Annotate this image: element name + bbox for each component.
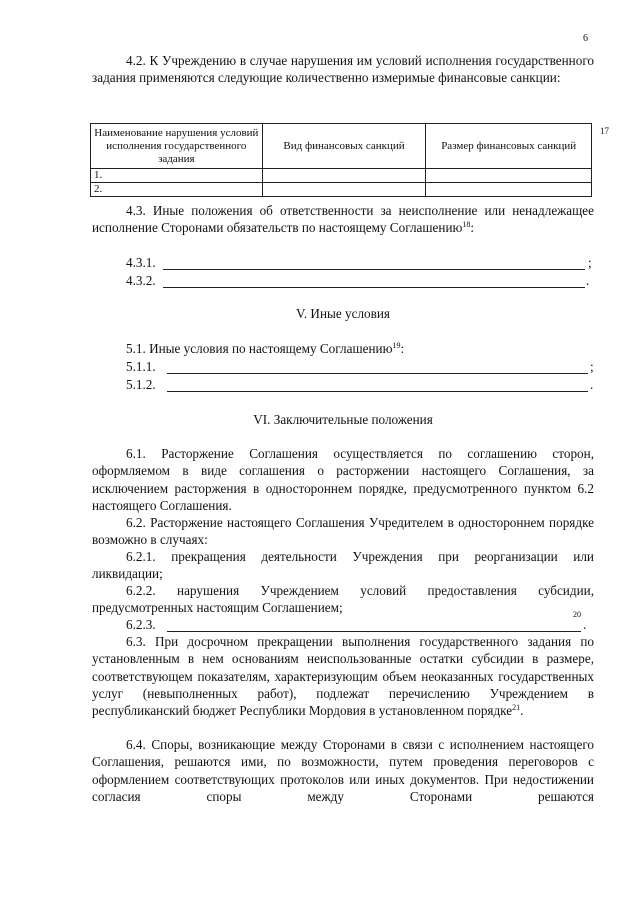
section-5-title: V. Иные условия	[296, 306, 390, 321]
paragraph-6-2-1: 6.2.1. прекращения деятельности Учреждения при реорганизации или ликвидации;	[92, 549, 594, 582]
blank-line	[163, 287, 585, 288]
table-cell	[426, 169, 592, 183]
blank-line	[163, 269, 585, 270]
footnote-marker: 20	[573, 610, 581, 619]
section-6-title: VI. Заключительные положения	[253, 412, 433, 427]
table-row	[91, 183, 592, 197]
paragraph-tail: :	[400, 341, 405, 356]
table-cell	[426, 183, 592, 197]
footnote-marker: 17	[600, 126, 609, 136]
table-header-row	[91, 124, 592, 169]
paragraph-6-2: 6.2. Расторжение настоящего Соглашения Учредителем в одностороннем порядке возможно в случаях:	[92, 515, 594, 548]
table-header-cell: Размер финансовых санкций	[426, 124, 592, 169]
table-header-cell: Наименование нарушения условий исполнения государственного задания	[91, 124, 263, 169]
paragraph-6-2-2: 6.2.2. нарушения Учреждением условий предоставления субсидии, предусмотренных настоящим Соглашением;	[92, 583, 594, 616]
item-end-mark: ;	[588, 255, 592, 270]
paragraph-text: 5.1. Иные условия по настоящему Соглашению	[126, 341, 393, 356]
page-number: 6	[583, 33, 588, 44]
paragraph-text: 6.3. При досрочном прекращении выполнения государственного задания по установленным в нем основаниям неиспользованные остатки субсидии в размере, соответствующем показателям, характеризующим объем неоказанных государственных услуг (невыполненных работ), подлежат перечислению Учреждением в республиканский бюджет Республики Мордовия в установленном порядке	[92, 634, 594, 719]
table-row	[91, 169, 592, 183]
paragraph-text: 4.3. Иные положения об ответственности за неисполнение или ненадлежащее исполнение Сторонами обязательств по настоящему Соглашению	[92, 203, 594, 236]
paragraph-4-2: 4.2. К Учреждению в случае нарушения им условий исполнения государственного задания применяются следующие количественно измеримые финансовые санкции:	[92, 53, 594, 86]
table-row-number: 2.	[91, 183, 263, 197]
table-row-number: 1.	[91, 169, 263, 183]
blank-line	[167, 391, 588, 392]
item-end-mark: .	[590, 377, 594, 392]
paragraph-6-1: 6.1. Расторжение Соглашения осуществляется по соглашению сторон, оформляемом в виде соглашения о расторжении настоящего Соглашения, за исключением расторжения в одностороннем порядке, предусмотренного пунктом 6.2 настоящего Соглашения.	[92, 446, 594, 513]
paragraph-5-1	[126, 340, 596, 357]
table-header-cell: Вид финансовых санкций	[262, 124, 426, 169]
paragraph-tail: :	[470, 220, 475, 236]
footnote-marker: 21	[512, 703, 521, 713]
item-6-2-3-label: 6.2.3.	[126, 617, 156, 632]
paragraph-tail: .	[520, 703, 524, 719]
table-cell	[262, 183, 426, 197]
sanctions-table	[90, 123, 592, 197]
paragraph-6-4: 6.4. Споры, возникающие между Сторонами в связи с исполнением настоящего Соглашения, решаются ими, по возможности, путем проведения переговоров с оформлением соответствующих протоколов или иных документов. При недостижении согласия споры между Сторонами решаются	[92, 737, 594, 804]
item-5-1-1-label: 5.1.1.	[126, 359, 156, 374]
item-4-3-1-label: 4.3.1.	[126, 255, 156, 270]
footnote-marker: 18	[462, 220, 471, 230]
blank-line	[167, 373, 588, 374]
paragraph-4-3	[92, 202, 594, 237]
item-end-mark: .	[586, 273, 590, 288]
item-4-3-2-label: 4.3.2.	[126, 273, 156, 288]
blank-line	[167, 631, 581, 632]
paragraph-6-3	[92, 633, 594, 719]
item-5-1-2-label: 5.1.2.	[126, 377, 156, 392]
footnote-marker: 19	[392, 341, 401, 350]
table-cell	[262, 169, 426, 183]
item-end-mark: ;	[590, 359, 594, 374]
item-end-mark: .	[583, 617, 587, 632]
